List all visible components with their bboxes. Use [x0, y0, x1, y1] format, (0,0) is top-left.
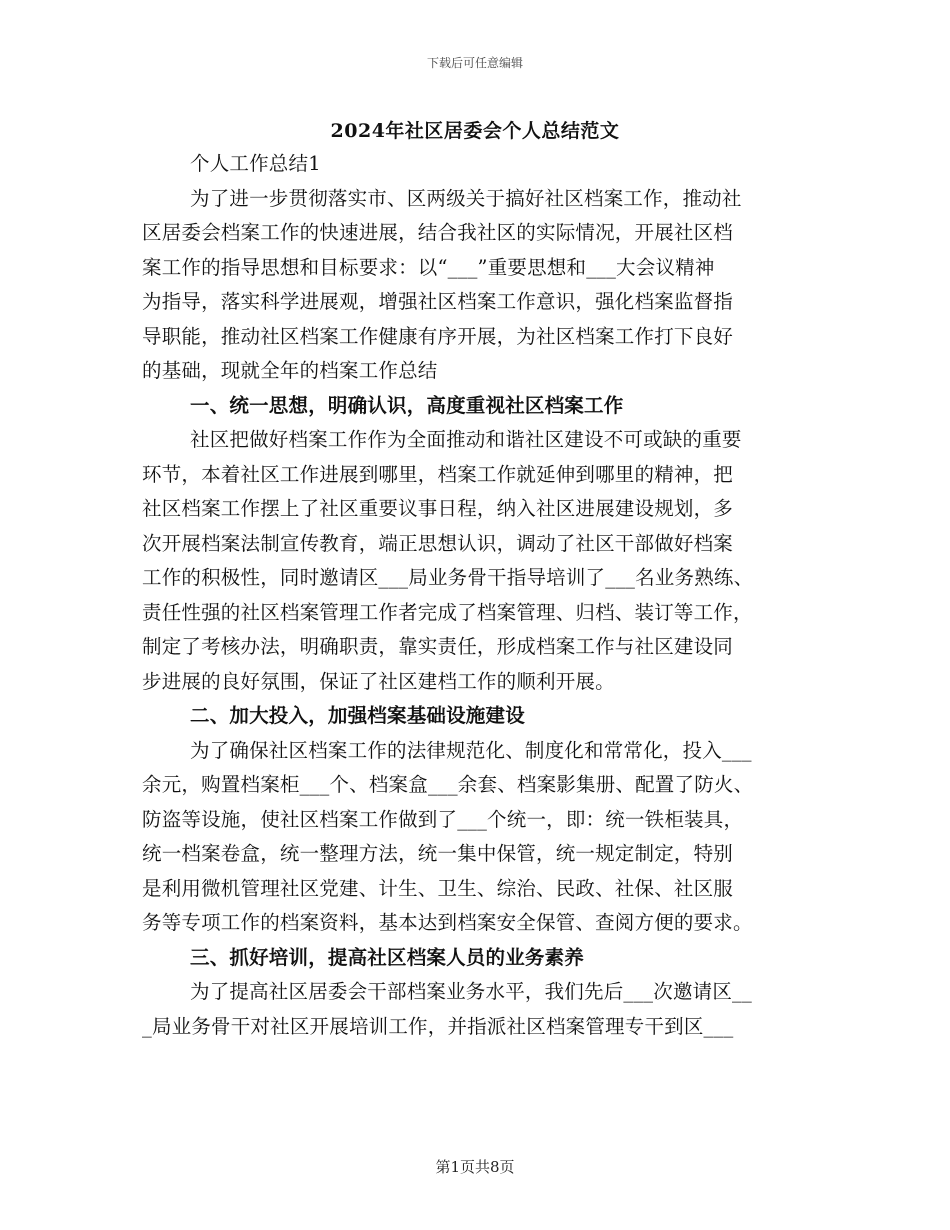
paragraph-line: 责任性强的社区档案管理工作者完成了档案管理、归档、装订等工作， [142, 600, 753, 624]
paragraph-line: 步进展的良好氛围，保证了社区建档工作的顺利开展。 [142, 669, 615, 693]
paragraph-line: 的基础，现就全年的档案工作总结 [142, 359, 438, 382]
paragraph-line: 社区档案工作摆上了社区重要议事日程，纳入社区进展建设规划，多 [142, 497, 734, 520]
paragraph-line: 统一档案卷盒，统一整理方法，统一集中保管，统一规定制定，特别 [142, 842, 734, 865]
paragraph-line: 工作的积极性，同时邀请区___局业务骨干指导培训了___名业务熟练、 [142, 566, 754, 589]
paragraph-line: 防盗等设施，使社区档案工作做到了___个统一，即：统一铁柜装具， [142, 807, 744, 831]
paragraph-line: 次开展档案法制宣传教育，端正思想认识，调动了社区干部做好档案 [142, 531, 734, 555]
paragraph-line: 案工作的指导思想和目标要求：以“___”重要思想和___大会议精神 [142, 255, 715, 279]
paragraph-line: 区居委会档案工作的快速进展，结合我社区的实际情况，开展社区档 [142, 221, 734, 244]
page-footer: 第1页共8页 [435, 1158, 515, 1176]
paragraph-line: 社区把做好档案工作作为全面推动和谐社区建设不可或缺的重要 [190, 428, 742, 451]
paragraph-line: 务等专项工作的档案资料，基本达到档案安全保管、查阅方便的要求。 [142, 911, 753, 934]
paragraph-line: 环节，本着社区工作进展到哪里，档案工作就延伸到哪里的精神，把 [142, 462, 734, 486]
section-heading: 一、统一思想，明确认识，高度重视社区档案工作 [190, 393, 624, 417]
paragraph-line: 为了提高社区居委会干部档案业务水平，我们先后___次邀请区__ [190, 980, 752, 1003]
document-body [142, 147, 807, 1044]
section-heading: 三、抓好培训，提高社区档案人员的业务素养 [190, 945, 585, 969]
paragraph-line: 是利用微机管理社区党建、计生、卫生、综治、民政、社保、社区服 [142, 876, 734, 900]
paragraph-line: 制定了考核办法，明确职责，靠实责任，形成档案工作与社区建设同 [142, 635, 734, 658]
paragraph-line: 为指导，落实科学进展观，增强社区档案工作意识，强化档案监督指 [142, 290, 734, 313]
section-heading: 二、加大投入，加强档案基础设施建设 [190, 704, 525, 727]
paragraph-line: 余元，购置档案柜___个、档案盒___余套、档案影集册、配置了防火、 [142, 773, 754, 796]
header-note: 下载后可任意编辑 [426, 56, 523, 70]
paragraph-line: 导职能，推动社区档案工作健康有序开展，为社区档案工作打下良好 [142, 324, 734, 348]
paragraph-line: 为了确保社区档案工作的法律规范化、制度化和常常化，投入___ [190, 738, 752, 762]
paragraph-line: 为了进一步贯彻落实市、区两级关于搞好社区档案工作，推动社 [190, 186, 742, 210]
section-label: 个人工作总结1 [190, 152, 321, 175]
paragraph-line: _局业务骨干对社区开展培训工作，并指派社区档案管理专干到区___ [142, 1014, 734, 1038]
document-title: 2024年社区居委会个人总结范文 [330, 120, 620, 142]
